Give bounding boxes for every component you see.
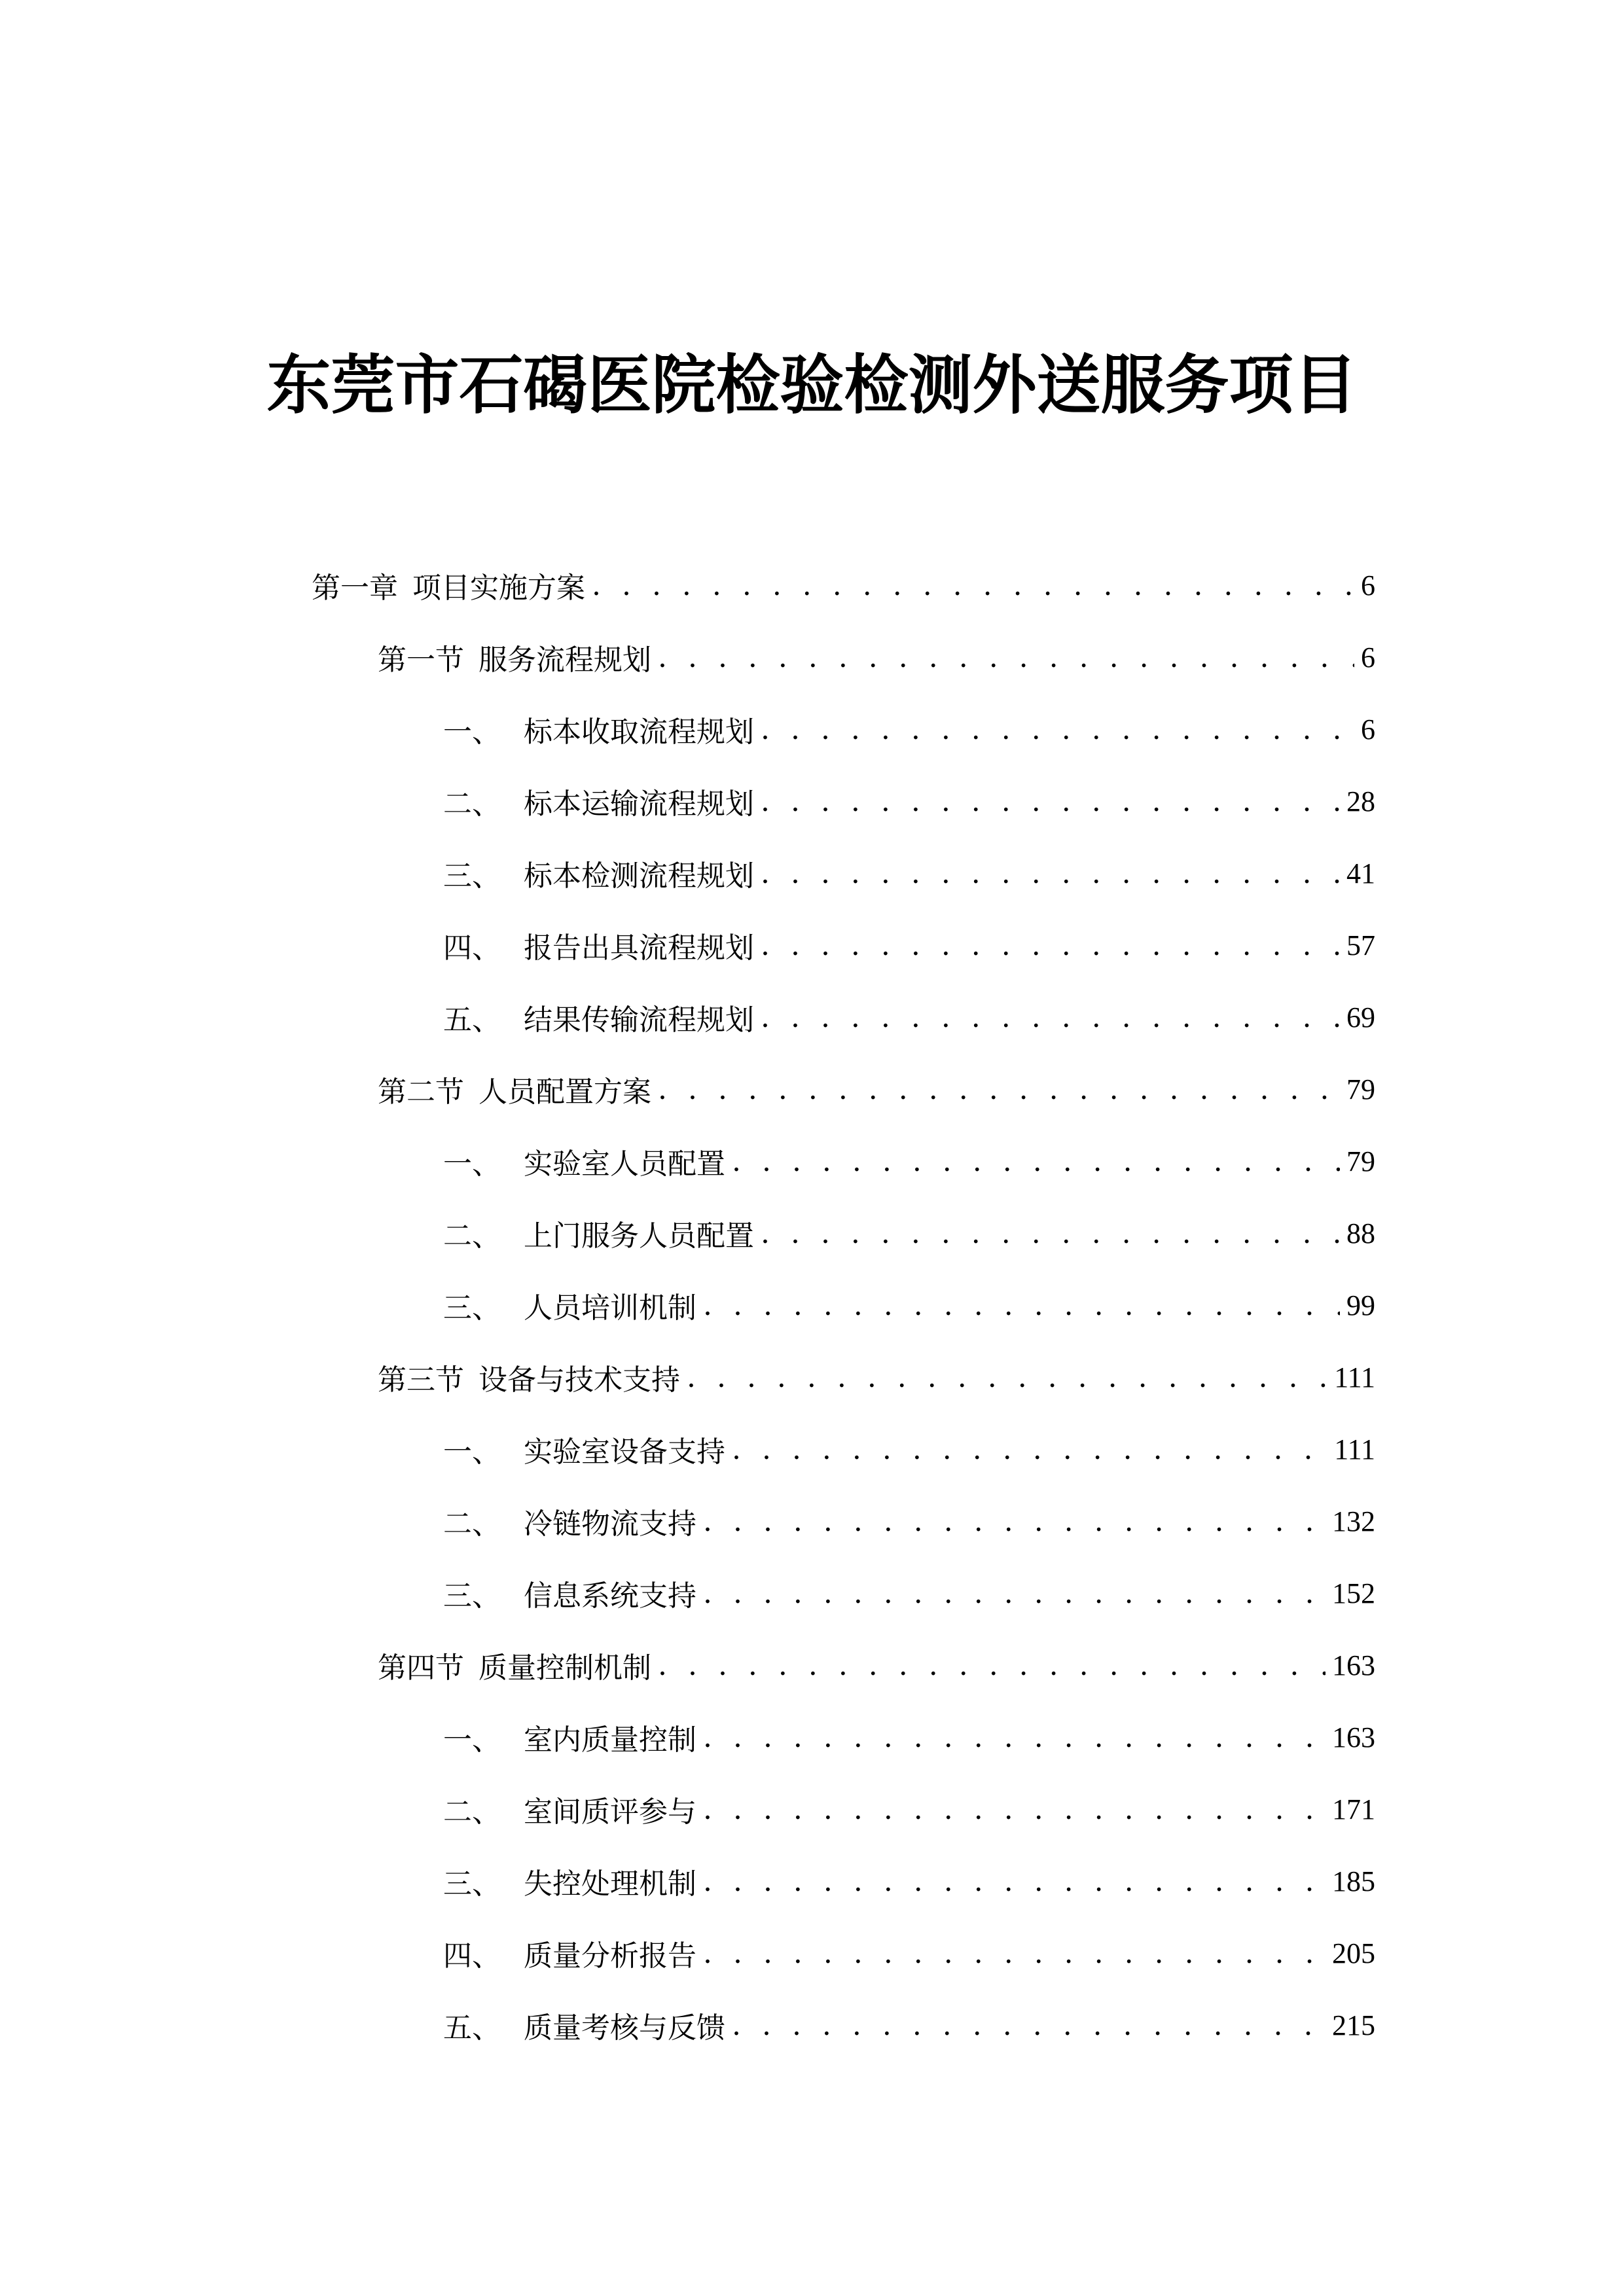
dot-leader (703, 1289, 1340, 1322)
toc-page-number: 185 (1332, 1865, 1375, 1897)
toc-page-number: 171 (1332, 1793, 1375, 1825)
toc-section[interactable] (378, 1053, 1375, 1125)
toc-number: 三、 (443, 1291, 501, 1325)
toc-page-number: 132 (1332, 1505, 1375, 1537)
toc-label: 报告出具流程规划 (524, 931, 754, 965)
toc-item[interactable] (443, 837, 1375, 909)
toc-item[interactable] (443, 1413, 1375, 1485)
dot-leader (703, 1865, 1326, 1898)
dot-leader (703, 1793, 1326, 1826)
toc-item[interactable] (443, 1917, 1375, 1989)
toc-label: 结果传输流程规划 (524, 1003, 754, 1037)
dot-leader (703, 1721, 1326, 1754)
toc-number: 一、 (443, 1147, 501, 1181)
dot-leader (732, 1145, 1340, 1178)
dot-leader (761, 1001, 1340, 1034)
toc-number: 第三节 (378, 1363, 464, 1397)
toc-label: 服务流程规划 (478, 643, 651, 677)
toc-number: 三、 (443, 1579, 501, 1613)
toc-label: 实验室人员配置 (524, 1147, 725, 1181)
toc-number: 二、 (443, 1507, 501, 1541)
toc-label: 室间质评参与 (524, 1795, 696, 1829)
toc-section[interactable] (378, 621, 1375, 693)
toc-item[interactable] (443, 765, 1375, 837)
dot-leader (761, 785, 1340, 818)
toc-number: 二、 (443, 787, 501, 821)
toc-item[interactable] (443, 981, 1375, 1053)
toc-label: 标本检测流程规划 (524, 859, 754, 893)
dot-leader (658, 1649, 1326, 1682)
toc-chapter[interactable] (312, 549, 1375, 621)
toc-number: 第一节 (378, 643, 464, 677)
toc-label: 人员配置方案 (478, 1075, 651, 1109)
toc-page-number: 6 (1361, 641, 1375, 673)
toc-page-number: 6 (1361, 713, 1375, 745)
toc-label: 室内质量控制 (524, 1723, 696, 1757)
toc-number: 三、 (443, 859, 501, 893)
toc-number: 四、 (443, 931, 501, 965)
dot-leader (732, 1433, 1327, 1466)
toc-number: 四、 (443, 1939, 501, 1973)
toc-number: 五、 (443, 1003, 501, 1037)
toc-page-number: 163 (1332, 1649, 1375, 1681)
toc-page-number: 28 (1346, 785, 1375, 817)
toc-label: 上门服务人员配置 (524, 1219, 754, 1253)
toc-page-number: 79 (1346, 1073, 1375, 1105)
toc-label: 设备与技术支持 (478, 1363, 680, 1397)
toc-page-number: 69 (1346, 1001, 1375, 1033)
toc-label: 标本运输流程规划 (524, 787, 754, 821)
dot-leader (761, 929, 1340, 962)
toc-item[interactable] (443, 1485, 1375, 1557)
toc-number: 第二节 (378, 1075, 464, 1109)
document-title: 东莞市石碣医院检验检测外送服务项目 (266, 348, 1358, 423)
toc-label: 冷链物流支持 (524, 1507, 696, 1541)
toc-item[interactable] (443, 1989, 1375, 2061)
dot-leader (703, 1577, 1326, 1610)
dot-leader (761, 857, 1340, 890)
dot-leader (761, 1217, 1340, 1250)
dot-leader (703, 1937, 1326, 1970)
toc-page-number: 88 (1346, 1217, 1375, 1249)
toc-label: 质量考核与反馈 (524, 2011, 725, 2045)
toc-item[interactable] (443, 1701, 1375, 1773)
toc-section[interactable] (378, 1629, 1375, 1701)
toc-item[interactable] (443, 1197, 1375, 1269)
toc-page-number: 6 (1361, 569, 1375, 601)
toc-item[interactable] (443, 1125, 1375, 1197)
toc-page-number: 41 (1346, 857, 1375, 889)
toc-page-number: 215 (1332, 2009, 1375, 2041)
toc-label: 标本收取流程规划 (524, 715, 754, 749)
dot-leader (658, 1073, 1340, 1106)
toc-page-number: 152 (1332, 1577, 1375, 1609)
toc-number: 一、 (443, 1435, 501, 1469)
toc-page-number: 163 (1332, 1721, 1375, 1753)
dot-leader (703, 1505, 1326, 1538)
toc-section[interactable] (378, 1341, 1375, 1413)
toc-item[interactable] (443, 909, 1375, 981)
toc-item[interactable] (443, 1773, 1375, 1845)
dot-leader (732, 2009, 1326, 2042)
toc-item[interactable] (443, 1557, 1375, 1629)
toc-number: 一、 (443, 1723, 501, 1757)
toc-page-number: 111 (1334, 1433, 1375, 1465)
toc-number: 二、 (443, 1219, 501, 1253)
toc-label: 信息系统支持 (524, 1579, 696, 1613)
toc-label: 质量分析报告 (524, 1939, 696, 1973)
toc-page-number: 205 (1332, 1937, 1375, 1969)
toc-item[interactable] (443, 693, 1375, 765)
toc-number: 五、 (443, 2011, 501, 2045)
toc-page-number: 111 (1334, 1361, 1375, 1393)
toc-label: 实验室设备支持 (524, 1435, 725, 1469)
toc-label: 失控处理机制 (524, 1867, 696, 1901)
dot-leader (658, 641, 1354, 674)
toc-page-number: 79 (1346, 1145, 1375, 1177)
toc-page-number: 57 (1346, 929, 1375, 961)
toc-number: 三、 (443, 1867, 501, 1901)
dot-leader (592, 569, 1354, 602)
toc-number: 第四节 (378, 1651, 464, 1685)
dot-leader (761, 713, 1354, 746)
dot-leader (687, 1361, 1327, 1394)
toc-item[interactable] (443, 1845, 1375, 1917)
toc-number: 一、 (443, 715, 501, 749)
toc-number: 第一章 (312, 571, 398, 605)
toc-page-number: 99 (1346, 1289, 1375, 1321)
toc-number: 二、 (443, 1795, 501, 1829)
toc-item[interactable] (443, 1269, 1375, 1341)
toc-label: 项目实施方案 (412, 571, 585, 605)
toc-label: 人员培训机制 (524, 1291, 696, 1325)
toc-label: 质量控制机制 (478, 1651, 651, 1685)
